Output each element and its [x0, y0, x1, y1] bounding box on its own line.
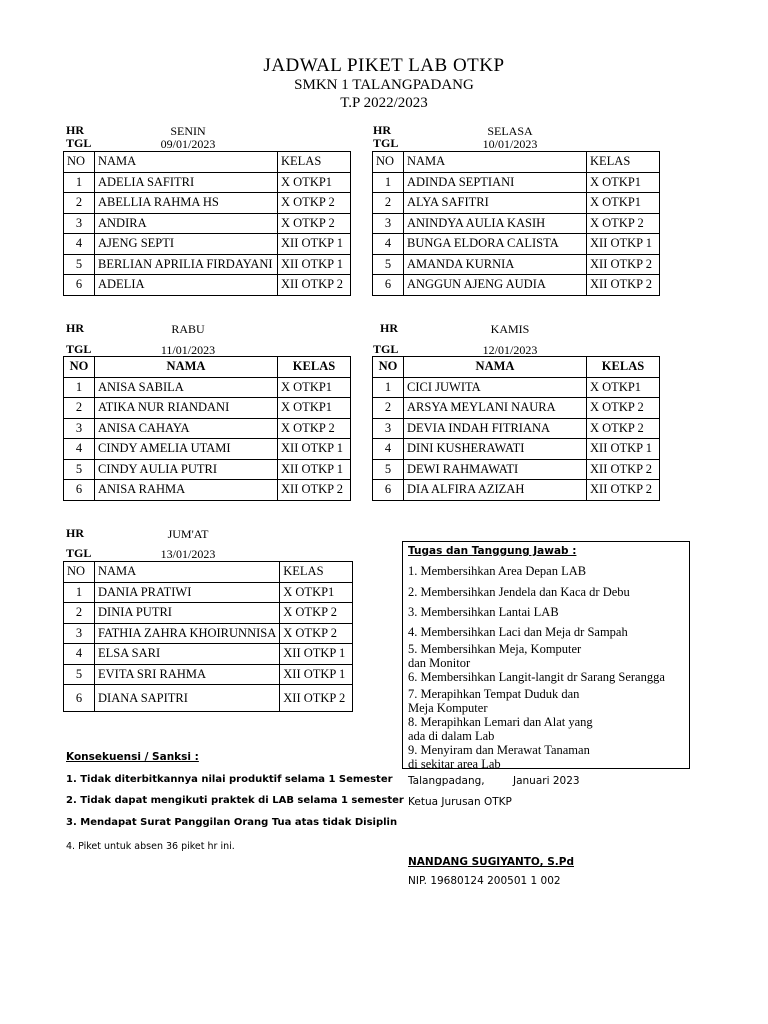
table-row: 3 ANDIRA X OTKP 2: [64, 213, 351, 234]
table-row: 2 ABELLIA RAHMA HS X OTKP 2: [64, 193, 351, 214]
schedule-table-selasa: NO NAMA KELAS 1 ADINDA SEPTIANI X OTKP1 2 ALYA SAFITRI X OTKP1 3 ANINDYA AULIA KASIH X OTKP 2 4 BUNGA ELDORA CALISTA XII OTKP 1 5 AMANDA KURNIA XII OTKP 2 6 ANGGUN AJENG AUDIA XII OTKP 2: [372, 151, 660, 296]
table-row: 3 ANISA CAHAYA X OTKP 2: [64, 418, 351, 439]
tgl-label: TGL: [66, 136, 92, 150]
duty-item: 6. Membersihkan Langit-langit dr Sarang Serangga: [408, 670, 665, 684]
schedule-table-rabu: NO NAMA KELAS 1 ANISA SABILA X OTKP1 2 ATIKA NUR RIANDANI X OTKP1 3 ANISA CAHAYA X OTKP 2 4 CINDY AMELIA UTAMI XII OTKP 1 5 CINDY AULIA PUTRI XII OTKP 1 6 ANISA RAHMA XII OTKP 2: [63, 356, 351, 501]
day-name: SELASA: [487, 124, 533, 138]
duty-item: 4. Membersihkan Laci dan Meja dr Sampah: [408, 625, 628, 639]
table-row: 6 DIANA SAPITRI XII OTKP 2: [64, 685, 353, 712]
table-row: 5 AMANDA KURNIA XII OTKP 2: [373, 254, 660, 275]
table-row: 2 DINIA PUTRI X OTKP 2: [64, 603, 353, 624]
duty-item: 8. Merapihkan Lemari dan Alat yang: [408, 715, 593, 729]
day-name: RABU: [171, 322, 205, 336]
table-row: 2 ALYA SAFITRI X OTKP1: [373, 193, 660, 214]
sanction-item: 1. Tidak diterbitkannya nilai produktif selama 1 Semester: [66, 774, 393, 785]
day-name: SENIN: [170, 124, 206, 138]
table-row: 4 BUNGA ELDORA CALISTA XII OTKP 1: [373, 234, 660, 255]
table-row: 4 AJENG SEPTI XII OTKP 1: [64, 234, 351, 255]
day-date: 11/01/2023: [160, 343, 216, 357]
schedule-table-kamis: NO NAMA KELAS 1 CICI JUWITA X OTKP1 2 ARSYA MEYLANI NAURA X OTKP 2 3 DEVIA INDAH FITRIANA X OTKP 2 4 DINI KUSHERAWATI XII OTKP 1 5 DEWI RAHMAWATI XII OTKP 2 6 DIA ALFIRA AZIZAH XII OTKP 2: [372, 356, 660, 501]
table-row: 3 FATHIA ZAHRA KHOIRUNNISA X OTKP 2: [64, 623, 353, 644]
sanctions-title: Konsekuensi / Sanksi :: [66, 751, 199, 763]
duty-item: 7. Merapihkan Tempat Duduk dan: [408, 687, 580, 701]
sanction-item: 2. Tidak dapat mengikuti praktek di LAB selama 1 semester: [66, 795, 404, 806]
table-row: 5 CINDY AULIA PUTRI XII OTKP 1: [64, 459, 351, 480]
signature-place: Talangpadang,: [408, 775, 485, 787]
school-year: T.P 2022/2023: [340, 95, 428, 111]
hr-label: HR: [66, 123, 84, 137]
duties-title: Tugas dan Tanggung Jawab :: [408, 545, 577, 557]
sanction-item: 3. Mendapat Surat Panggilan Orang Tua atas tidak Disiplin: [66, 817, 398, 828]
tgl-label: TGL: [373, 342, 399, 356]
duty-item: Meja Komputer: [408, 701, 488, 715]
day-date: 09/01/2023: [160, 137, 216, 151]
table-row: 5 DEWI RAHMAWATI XII OTKP 2: [373, 459, 660, 480]
table-row: 1 ADELIA SAFITRI X OTKP1: [64, 172, 351, 193]
table-row: 6 ADELIA XII OTKP 2: [64, 275, 351, 296]
duty-item: 5. Membersihkan Meja, Komputer: [408, 642, 582, 656]
table-row: 3 DEVIA INDAH FITRIANA X OTKP 2: [373, 418, 660, 439]
duty-item: 3. Membersihkan Lantai LAB: [408, 605, 559, 619]
duty-item: 9. Menyiram dan Merawat Tanaman: [408, 743, 590, 757]
table-row: 1 ADINDA SEPTIANI X OTKP1: [373, 172, 660, 193]
day-name: JUM'AT: [167, 527, 209, 541]
sanction-item: 4. Piket untuk absen 36 piket hr ini.: [66, 841, 235, 852]
hr-label: HR: [373, 123, 391, 137]
duty-item: 2. Membersihkan Jendela dan Kaca dr Debu: [408, 585, 630, 599]
page-title: JADWAL PIKET LAB OTKP: [263, 55, 505, 76]
signature-date: Januari 2023: [513, 775, 580, 787]
table-row: 4 CINDY AMELIA UTAMI XII OTKP 1: [64, 439, 351, 460]
day-date: 10/01/2023: [482, 137, 538, 151]
day-name: KAMIS: [490, 322, 530, 336]
schedule-table-jumat: NO NAMA KELAS 1 DANIA PRATIWI X OTKP1 2 DINIA PUTRI X OTKP 2 3 FATHIA ZAHRA KHOIRUNNISA X OTKP 2 4 ELSA SARI XII OTKP 1 5 EVITA SRI RAHMA XII OTKP 1 6 DIANA SAPITRI XII OTKP 2: [63, 561, 353, 712]
signature-position: Ketua Jurusan OTKP: [408, 796, 512, 808]
table-row: 5 EVITA SRI RAHMA XII OTKP 1: [64, 664, 353, 685]
table-row: 6 ANGGUN AJENG AUDIA XII OTKP 2: [373, 275, 660, 296]
table-row: 4 ELSA SARI XII OTKP 1: [64, 644, 353, 665]
schedule-table-senin: NO NAMA KELAS 1 ADELIA SAFITRI X OTKP1 2 ABELLIA RAHMA HS X OTKP 2 3 ANDIRA X OTKP 2 4 AJENG SEPTI XII OTKP 1 5 BERLIAN APRILIA FIRDAYANI XII OTKP 1 6 ADELIA XII OTKP 2: [63, 151, 351, 296]
signature-name: NANDANG SUGIYANTO, S.Pd: [408, 856, 574, 868]
table-row: 2 ARSYA MEYLANI NAURA X OTKP 2: [373, 398, 660, 419]
day-date: 12/01/2023: [482, 343, 538, 357]
duty-item: di sekitar area Lab: [408, 757, 501, 771]
table-row: 6 ANISA RAHMA XII OTKP 2: [64, 480, 351, 501]
day-date: 13/01/2023: [160, 547, 216, 561]
duty-item: dan Monitor: [408, 656, 471, 670]
tgl-label: TGL: [66, 546, 92, 560]
table-row: 4 DINI KUSHERAWATI XII OTKP 1: [373, 439, 660, 460]
table-row: 2 ATIKA NUR RIANDANI X OTKP1: [64, 398, 351, 419]
hr-label: HR: [380, 321, 398, 335]
school-name: SMKN 1 TALANGPADANG: [294, 77, 474, 93]
signature-nip: NIP. 19680124 200501 1 002: [408, 875, 561, 887]
table-row: 5 BERLIAN APRILIA FIRDAYANI XII OTKP 1: [64, 254, 351, 275]
duty-item: 1. Membersihkan Area Depan LAB: [408, 564, 587, 578]
table-row: 1 CICI JUWITA X OTKP1: [373, 377, 660, 398]
table-row: 1 DANIA PRATIWI X OTKP1: [64, 582, 353, 603]
table-row: 3 ANINDYA AULIA KASIH X OTKP 2: [373, 213, 660, 234]
hr-label: HR: [66, 526, 84, 540]
duty-item: ada di dalam Lab: [408, 729, 495, 743]
table-row: 1 ANISA SABILA X OTKP1: [64, 377, 351, 398]
hr-label: HR: [66, 321, 84, 335]
tgl-label: TGL: [66, 342, 92, 356]
tgl-label: TGL: [373, 136, 399, 150]
table-row: 6 DIA ALFIRA AZIZAH XII OTKP 2: [373, 480, 660, 501]
